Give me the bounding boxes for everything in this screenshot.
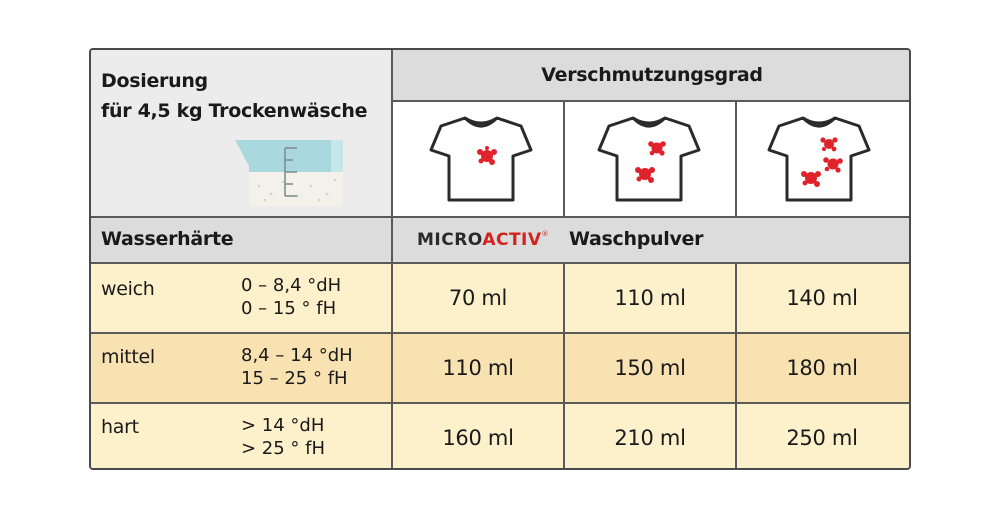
- tshirt-icon: [767, 112, 871, 204]
- product-label: Waschpulver: [569, 228, 704, 250]
- dosage-value: 210 ml: [614, 426, 686, 450]
- hardness-range: 8,4 – 14 °dH 15 – 25 ° fH: [241, 345, 353, 389]
- row-label: hart: [101, 416, 139, 438]
- dosage-value: 150 ml: [614, 356, 686, 380]
- soiling-title: Verschmutzungsgrad: [541, 64, 763, 86]
- dosage-title: Dosierung: [101, 70, 208, 92]
- dosage-value: 110 ml: [614, 286, 686, 310]
- brand-logo: MICROACTIV®: [417, 230, 549, 250]
- row-label: weich: [101, 278, 155, 300]
- dosage-value: 160 ml: [442, 426, 514, 450]
- hardness-range: 0 – 8,4 °dH 0 – 15 ° fH: [241, 275, 342, 319]
- tshirt-icon: [597, 112, 701, 204]
- measuring-cup-icon: [231, 136, 349, 208]
- dosage-value: 180 ml: [786, 356, 858, 380]
- hardness-range: > 14 °dH > 25 ° fH: [241, 415, 326, 459]
- dosage-value: 70 ml: [448, 286, 508, 310]
- dosage-value: 140 ml: [786, 286, 858, 310]
- row-label: mittel: [101, 346, 155, 368]
- water-hardness-label: Wasserhärte: [101, 228, 234, 250]
- dosage-subtitle: für 4,5 kg Trockenwäsche: [101, 100, 368, 122]
- dosage-table: [89, 48, 911, 470]
- tshirt-icon: [429, 112, 533, 204]
- dosage-value: 110 ml: [442, 356, 514, 380]
- dosage-value: 250 ml: [786, 426, 858, 450]
